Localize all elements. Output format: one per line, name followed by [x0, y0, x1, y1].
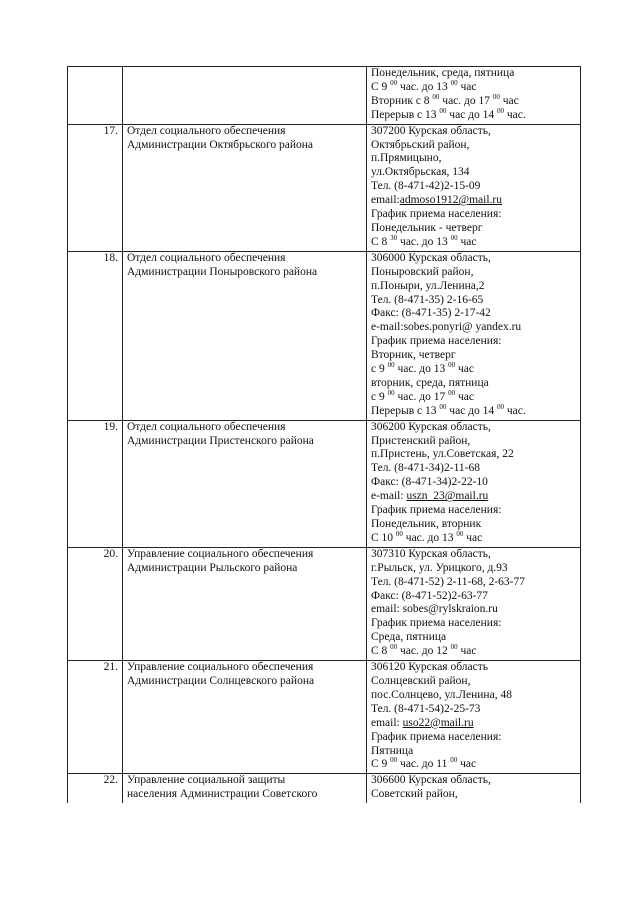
info-text: Понедельник, среда, пятница [371, 67, 515, 79]
row-number [68, 67, 123, 125]
info-text: Солнцевский район, [371, 674, 471, 687]
table-row [68, 661, 581, 774]
time-minutes: 00 [432, 92, 440, 101]
info-text: с 9 [371, 390, 388, 403]
email-link[interactable]: admoso1912@mail.ru [399, 194, 503, 207]
info-line [371, 106, 576, 123]
info-line [371, 180, 576, 194]
info-line [371, 78, 576, 95]
time-minutes: 00 [450, 233, 458, 242]
info-text: пос.Солнцево, ул.Ленина, 48 [371, 688, 512, 701]
info-text: 306200 Курская область, [371, 420, 491, 433]
info-line [371, 462, 576, 476]
info-text: email: sobes@rylskraion.ru [371, 603, 498, 616]
info-text: Тел. (8-471-35) 2-16-65 [371, 293, 484, 306]
info-line [371, 335, 576, 349]
info-line [371, 435, 576, 449]
organization-line: Администрации Октябрьского района [127, 138, 314, 151]
info-line [371, 645, 576, 659]
info-text: с 9 [371, 363, 388, 376]
info-line [371, 490, 576, 504]
info-line [371, 166, 576, 180]
contact-info-cell [367, 547, 581, 660]
info-line [371, 717, 576, 731]
info-line [371, 774, 576, 788]
info-text: г.Рыльск, ул. Урицкого, д.93 [371, 561, 508, 574]
info-text: e-mail: [371, 490, 407, 503]
row-number: 22. [68, 774, 123, 803]
info-text: График приема населения: [371, 335, 502, 348]
info-line [371, 421, 576, 435]
info-text: С 8 [371, 235, 391, 248]
info-line [371, 562, 576, 576]
info-text: С 9 [371, 80, 391, 93]
info-line [371, 661, 576, 675]
info-text: Советский район, [371, 788, 458, 801]
info-line [371, 448, 576, 462]
info-text: час [457, 645, 477, 658]
time-minutes: 00 [492, 92, 500, 101]
info-line [371, 529, 576, 546]
info-line [371, 745, 576, 759]
info-text: e-mail:sobes.ponyri@ yandex.ru [371, 321, 522, 334]
contact-info-cell [367, 420, 581, 547]
info-line [371, 377, 576, 391]
time-minutes: 00 [450, 78, 458, 87]
info-text: час. до 12 [397, 645, 451, 658]
info-text: Понедельник - четверг [371, 221, 483, 234]
info-text: Факс: (8-471-35) 2-17-42 [371, 307, 491, 320]
info-text: час [457, 80, 477, 93]
row-number: 20. [68, 547, 123, 660]
info-line [371, 388, 576, 405]
info-line [371, 294, 576, 308]
time-minutes: 00 [497, 402, 504, 411]
info-line [371, 576, 576, 590]
info-text: час. до 11 [397, 758, 451, 771]
time-minutes: 00 [390, 756, 398, 765]
info-text: Перерыв с 13 [371, 108, 440, 121]
info-line [371, 307, 576, 321]
time-minutes: 00 [390, 643, 398, 652]
info-text: час до 14 [446, 108, 497, 121]
social-services-table [67, 66, 581, 803]
info-text: 306120 Курская область [371, 661, 488, 674]
time-minutes: 00 [395, 529, 403, 538]
info-line [371, 603, 576, 617]
info-text: Вторник с 8 [371, 94, 433, 107]
organization-line: населения Администрации Советского [127, 788, 318, 801]
info-line [371, 631, 576, 645]
time-minutes: 00 [448, 388, 456, 397]
info-line [371, 758, 576, 772]
info-text: Поныровский район, [371, 265, 474, 278]
organization-line: Отдел социального обеспечения [127, 251, 286, 264]
table-row [68, 547, 581, 660]
info-text: час [457, 758, 477, 771]
info-text: час. до 13 [397, 80, 451, 93]
info-line [371, 363, 576, 377]
info-text: Перерыв с 13 [371, 404, 440, 417]
contact-info-cell [367, 774, 581, 803]
info-text: час [457, 235, 477, 248]
organization-line: Управление социальной защиты [127, 774, 286, 787]
info-text: час. до 13 [397, 235, 451, 248]
info-text: час. до 17 [439, 94, 493, 107]
info-text: С 10 [371, 531, 396, 544]
info-line [371, 266, 576, 280]
info-text: Тел. (8-471-52) 2-11-68, 2-63-77 [371, 575, 526, 588]
organization-line: Администрации Солнцевского района [127, 674, 315, 687]
info-line [371, 152, 576, 166]
info-line [371, 590, 576, 604]
organization-cell [123, 420, 367, 547]
info-line [371, 548, 576, 562]
info-line [371, 139, 576, 153]
table-row [68, 774, 581, 803]
organization-line: Управление социального обеспечения [127, 661, 314, 674]
info-text: Тел. (8-471-42)2-15-09 [371, 180, 481, 193]
info-text: час [455, 390, 474, 403]
contact-info-cell [367, 251, 581, 420]
table-body [68, 67, 581, 804]
contact-info-cell [367, 661, 581, 774]
time-minutes: 00 [387, 361, 395, 370]
info-line [371, 731, 576, 745]
info-text: Среда, пятница [371, 631, 447, 644]
info-text: email: [371, 716, 403, 729]
organization-cell [123, 547, 367, 660]
info-text: час. до 17 [394, 390, 449, 403]
time-minutes: 30 [390, 233, 398, 242]
info-text: Пристенский район, [371, 434, 471, 447]
info-text: Тел. (8-471-34)2-11-68 [371, 462, 480, 475]
info-text: час. [504, 108, 526, 121]
table-row [68, 420, 581, 547]
time-minutes: 00 [439, 402, 447, 411]
info-text: С 9 [371, 758, 391, 771]
info-text: Тел. (8-471-54)2-25-73 [371, 702, 481, 715]
time-minutes: 00 [450, 643, 458, 652]
info-text: час [455, 363, 474, 376]
info-text: С 8 [371, 645, 391, 658]
organization-line: Администрации Поныровского района [127, 265, 318, 278]
info-text: График приема населения: [371, 617, 502, 630]
info-text: час [463, 531, 483, 544]
organization-cell [123, 124, 367, 251]
info-text: п.Поныри, ул.Ленина,2 [371, 279, 485, 292]
info-line [371, 280, 576, 294]
organization-line: Администрации Рыльского района [127, 561, 298, 574]
organization-line: Управление социального обеспечения [127, 547, 314, 560]
info-text: п.Прямицыно, [371, 152, 442, 165]
info-line [371, 321, 576, 335]
info-text: вторник, среда, пятница [371, 376, 489, 389]
info-text: п.Пристень, ул.Советская, 22 [371, 448, 514, 461]
info-text: час [499, 94, 519, 107]
table-row [68, 251, 581, 420]
organization-line: Администрации Пристенского района [127, 434, 314, 447]
info-line [371, 222, 576, 236]
info-text: Факс: (8-471-34)2-22-10 [371, 476, 488, 489]
info-line [371, 208, 576, 222]
info-text: График приема населения: [371, 730, 502, 743]
time-minutes: 00 [390, 78, 398, 87]
info-text: Вторник, четверг [371, 349, 456, 362]
info-text: email: [371, 194, 400, 207]
organization-cell [123, 774, 367, 803]
organization-line: Отдел социального обеспечения [127, 420, 286, 433]
info-line [371, 689, 576, 703]
row-number: 18. [68, 251, 123, 420]
info-text: 307310 Курская область, [371, 547, 491, 560]
time-minutes: 00 [456, 529, 464, 538]
info-line [371, 675, 576, 689]
info-text: час до 14 [446, 404, 497, 417]
info-line [371, 125, 576, 139]
table-row [68, 124, 581, 251]
info-text: Октябрьский район, [371, 138, 470, 151]
row-number: 17. [68, 124, 123, 251]
organization-cell [123, 251, 367, 420]
organization-cell [123, 661, 367, 774]
time-minutes: 00 [387, 388, 395, 397]
info-text: 306600 Курская область, [371, 774, 491, 787]
info-line [371, 476, 576, 490]
time-minutes: 00 [497, 106, 504, 115]
row-number: 19. [68, 420, 123, 547]
info-text: час. [504, 404, 526, 417]
table-row [68, 67, 581, 125]
info-line [371, 703, 576, 717]
time-minutes: 00 [439, 106, 447, 115]
time-minutes: 00 [450, 756, 458, 765]
info-line [371, 402, 576, 419]
info-text: 307200 Курская область, [371, 124, 491, 137]
info-line [371, 194, 576, 208]
row-number: 21. [68, 661, 123, 774]
info-line [371, 617, 576, 631]
info-text: График приема населения: [371, 208, 502, 221]
contact-info-cell [367, 124, 581, 251]
info-text: Понедельник, вторник [371, 518, 482, 530]
info-text: 306000 Курская область, [371, 251, 491, 264]
contact-info-cell [367, 67, 581, 125]
info-text: час. до 13 [402, 531, 457, 544]
info-text: Пятница [371, 744, 414, 757]
info-text: час. до 13 [394, 363, 449, 376]
info-line [371, 788, 576, 802]
info-text: График приема населения: [371, 504, 502, 517]
email-link[interactable]: uszn_23@mail.ru [406, 490, 489, 503]
time-minutes: 00 [448, 361, 456, 370]
email-link[interactable]: uso22@mail.ru [402, 716, 474, 729]
info-text: Факс: (8-471-52)2-63-77 [371, 589, 488, 602]
organization-cell [123, 67, 367, 125]
info-line [371, 349, 576, 363]
info-line [371, 233, 576, 250]
info-line [371, 67, 576, 81]
info-line [371, 92, 576, 109]
info-text: ул.Октябрьская, 134 [371, 166, 470, 179]
info-line [371, 504, 576, 518]
organization-line: Отдел социального обеспечения [127, 124, 286, 137]
info-line [371, 252, 576, 266]
